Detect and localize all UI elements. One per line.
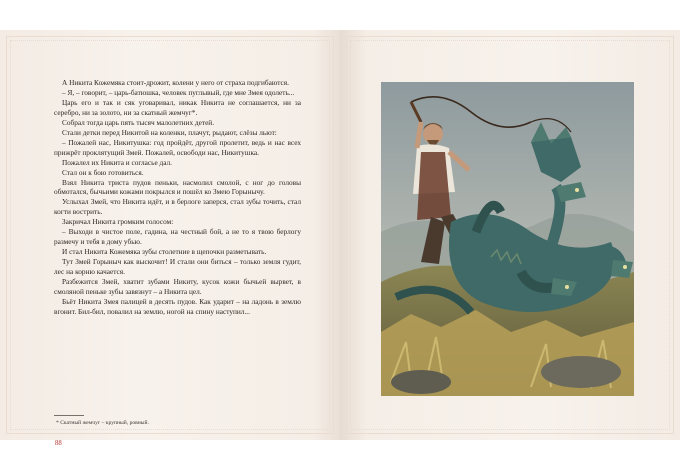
story-paragraph: – Я, – говорит, – царь-батюшка, человек пуглывый, где мне Змея одолеть... xyxy=(62,87,295,97)
story-paragraph: Взял Никита триста пудов пеньки, насмолил смолой, с ног до головы обмотался, бычьими кожами покрылся и пошёл ко Змею Горынычу. xyxy=(54,177,301,197)
story-paragraph: И стал Никита Кожемяка зубы столетние в щепочки разметывать. xyxy=(62,247,267,257)
story-paragraph: – Выходи в чистое поле, гадина, на честный бой, а не то я твою берлогу размечу и тебя в дому убью. xyxy=(54,227,301,247)
footnote-divider xyxy=(54,415,84,416)
story-paragraph: Собрал тогда царь пять тысяч малолетних детей. xyxy=(62,117,215,127)
story-paragraph: Стали детки перед Никитой на коленки, плачут, рыдают, слёзы льют: xyxy=(62,127,277,137)
page-number: 88 xyxy=(55,440,62,447)
story-paragraph: – Пожалей нас, Никитушка: год пройдёт, другой пролетит, ведь и нас всех прижрёт проклятущий Змей. Пожалей, освободи нас, Никитушка. xyxy=(54,137,301,157)
story-paragraph: Пожалел их Никита и согласье дал. xyxy=(62,157,172,167)
story-paragraph: Тут Змей Горыныч как выскочит! И стали они биться – только земля гудит, лес на корню качается. xyxy=(54,257,301,277)
story-text xyxy=(54,78,301,317)
story-paragraph: Царь его и так и сяк уговаривал, никак Никита не соглашается, ни за серебро, ни за золото, ни за скатный жемчуг*. xyxy=(54,97,301,117)
story-paragraph: Разбежится Змей, хватит зубами Никиту, кусок кожи бычьей вырвет, в смоляной пеньке зубы завязнут – а Никита цел. xyxy=(54,277,301,297)
story-paragraph: А Никита Кожемяка стоит-дрожит, колени у него от страха подгибаются. xyxy=(62,78,289,87)
left-page xyxy=(0,30,340,447)
hero-battles-three-headed-dragon-illustration xyxy=(381,82,634,396)
story-paragraph: Услыхал Змей, что Никита идёт, и в берлоге заперся, стал зубы точить, стал когти вострить. xyxy=(54,197,301,217)
story-paragraph: Бьёт Никита Змея палицей в десять пудов. Как ударит – на ладонь в землю вгонит. Бил-бил, повалил на землю, ногой на спину наступил... xyxy=(54,296,301,316)
story-paragraph: Стал он к бою готовиться. xyxy=(62,167,144,177)
story-paragraph: Закричал Никита громким голосом: xyxy=(62,217,174,227)
footnote: * Скатный жемчуг – крупный, ровный. xyxy=(56,420,149,426)
